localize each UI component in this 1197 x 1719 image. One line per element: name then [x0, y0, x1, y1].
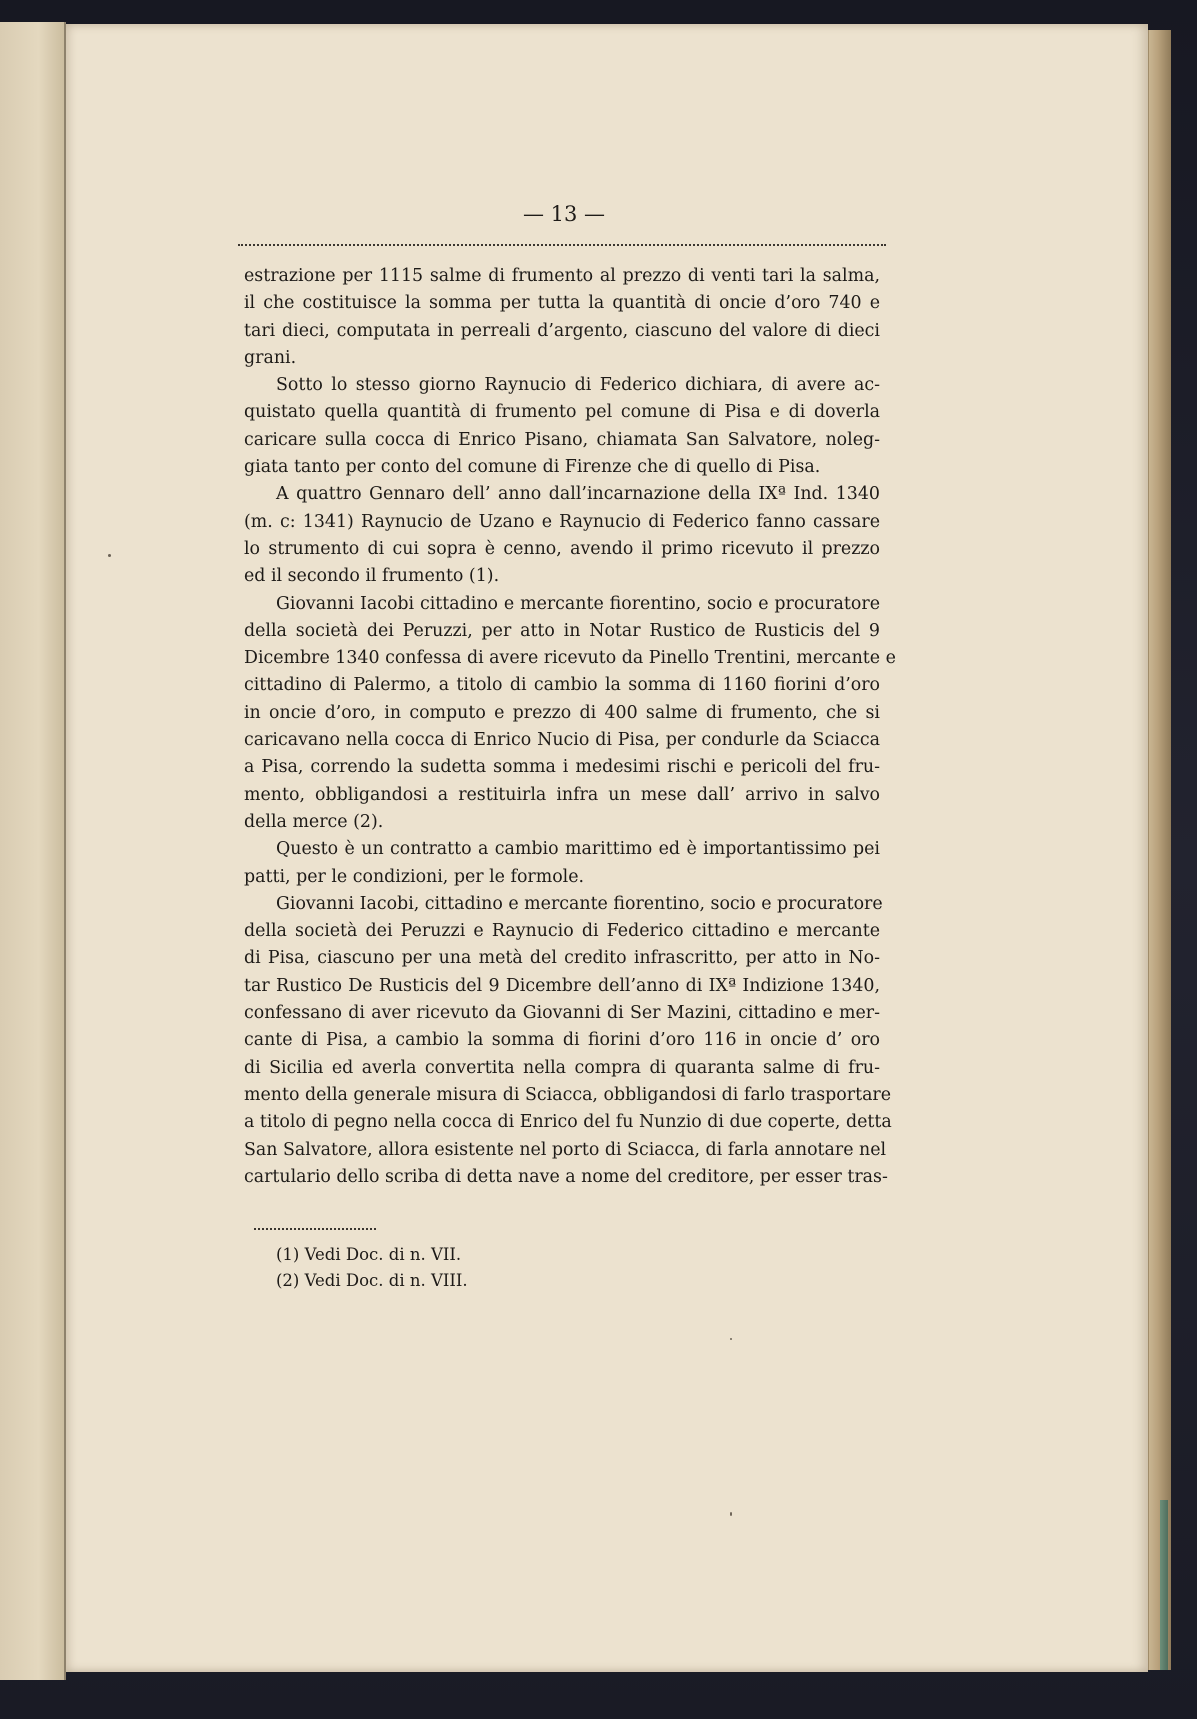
- text-line: San Salvatore, allora esistente nel porto di Sciacca, di farla annotare nel: [244, 1139, 887, 1160]
- text-line: cartulario dello scriba di detta nave a nome del creditore, per esser tras-: [244, 1166, 888, 1187]
- page-number: — 13 —: [522, 202, 606, 226]
- text-line: in oncie d’oro, in computo e prezzo di 400 salme di frumento, che si: [244, 702, 880, 723]
- text-line: cante di Pisa, a cambio la somma di fiorini d’oro 116 in oncie d’ oro: [244, 1030, 880, 1051]
- footnote: (1) Vedi Doc. di n. VII.: [276, 1245, 462, 1264]
- text-line: cittadino di Palermo, a titolo di cambio la somma di 1160 fiorini d’oro: [244, 675, 880, 696]
- text-line: patti, per le condizioni, per le formole.: [244, 866, 585, 887]
- text-line: il che costituisce la somma per tutta la quantità di oncie d’oro 740 e: [244, 293, 880, 314]
- text-line: ed il secondo il frumento (1).: [244, 566, 500, 587]
- text-line: di Sicilia ed averla convertita nella compra di quaranta salme di fru-: [244, 1057, 880, 1078]
- text-line: di Pisa, ciascuno per una metà del credito infrascritto, per atto in No-: [244, 948, 880, 969]
- text-line: della merce (2).: [244, 811, 384, 832]
- text-line: caricare sulla cocca di Enrico Pisano, chiamata San Salvatore, noleg-: [244, 429, 880, 450]
- text-line: estrazione per 1115 salme di frumento al prezzo di venti tari la salma,: [244, 266, 880, 286]
- footnote-rule: [254, 1228, 376, 1230]
- text-line: Sotto lo stesso giorno Raynucio di Federico dichiara, di avere ac-: [276, 375, 880, 396]
- footnotes: [276, 1242, 468, 1294]
- text-line: mento, obbligandosi a restituirla infra un mese dall’ arrivo in salvo: [244, 784, 880, 805]
- text-line: tar Rustico De Rusticis del 9 Dicembre dell’anno di IXª Indizione 1340,: [244, 975, 880, 996]
- text-line: A quattro Gennaro dell’ anno dall’incarnazione della IXª Ind. 1340: [276, 484, 880, 505]
- text-line: grani.: [244, 347, 297, 368]
- text-line: quistato quella quantità di frumento pel comune di Pisa e di doverla: [244, 402, 880, 423]
- paper-speck: [730, 1338, 732, 1340]
- text-line: giata tanto per conto del comune di Firenze che di quello di Pisa.: [244, 457, 821, 478]
- page-edge-tint: [1160, 1500, 1168, 1670]
- text-line: mento della generale misura di Sciacca, obbligandosi di farlo trasportare: [244, 1084, 892, 1105]
- header-rule: [238, 244, 886, 246]
- text-line: tari dieci, computata in perreali d’argento, ciascuno del valore di dieci: [244, 320, 880, 341]
- paper-speck: [108, 554, 111, 557]
- paper-speck: [730, 1512, 732, 1516]
- footnote: (2) Vedi Doc. di n. VIII.: [276, 1271, 468, 1290]
- text-line: Giovanni Iacobi, cittadino e mercante fiorentino, socio e procuratore: [276, 893, 883, 914]
- text-line: lo strumento di cui sopra è cenno, avendo il primo ricevuto il prezzo: [244, 538, 880, 559]
- text-line: Dicembre 1340 confessa di avere ricevuto da Pinello Trentini, mercante e: [244, 648, 896, 669]
- text-line: della società dei Peruzzi, per atto in Notar Rustico de Rusticis del 9: [244, 620, 880, 641]
- text-line: confessano di aver ricevuto da Giovanni di Ser Mazini, cittadino e mer-: [244, 1003, 880, 1024]
- text-line: della società dei Peruzzi e Raynucio di Federico cittadino e mercante: [244, 921, 880, 942]
- body-text: [244, 263, 896, 1191]
- text-line: Giovanni Iacobi cittadino e mercante fiorentino, socio e procuratore: [276, 593, 880, 614]
- left-page-edge: [0, 22, 66, 1680]
- text-line: caricavano nella cocca di Enrico Nucio di Pisa, per condurle da Sciacca: [244, 730, 880, 751]
- page-stack-edge: [1148, 30, 1171, 1670]
- text-line: a Pisa, correndo la sudetta somma i medesimi rischi e pericoli del fru-: [244, 757, 880, 778]
- text-line: Questo è un contratto a cambio marittimo ed è importantissimo pei: [276, 839, 880, 860]
- text-line: (m. c: 1341) Raynucio de Uzano e Raynucio di Federico fanno cassare: [244, 511, 880, 532]
- text-line: a titolo di pegno nella cocca di Enrico del fu Nunzio di due coperte, detta: [244, 1112, 892, 1133]
